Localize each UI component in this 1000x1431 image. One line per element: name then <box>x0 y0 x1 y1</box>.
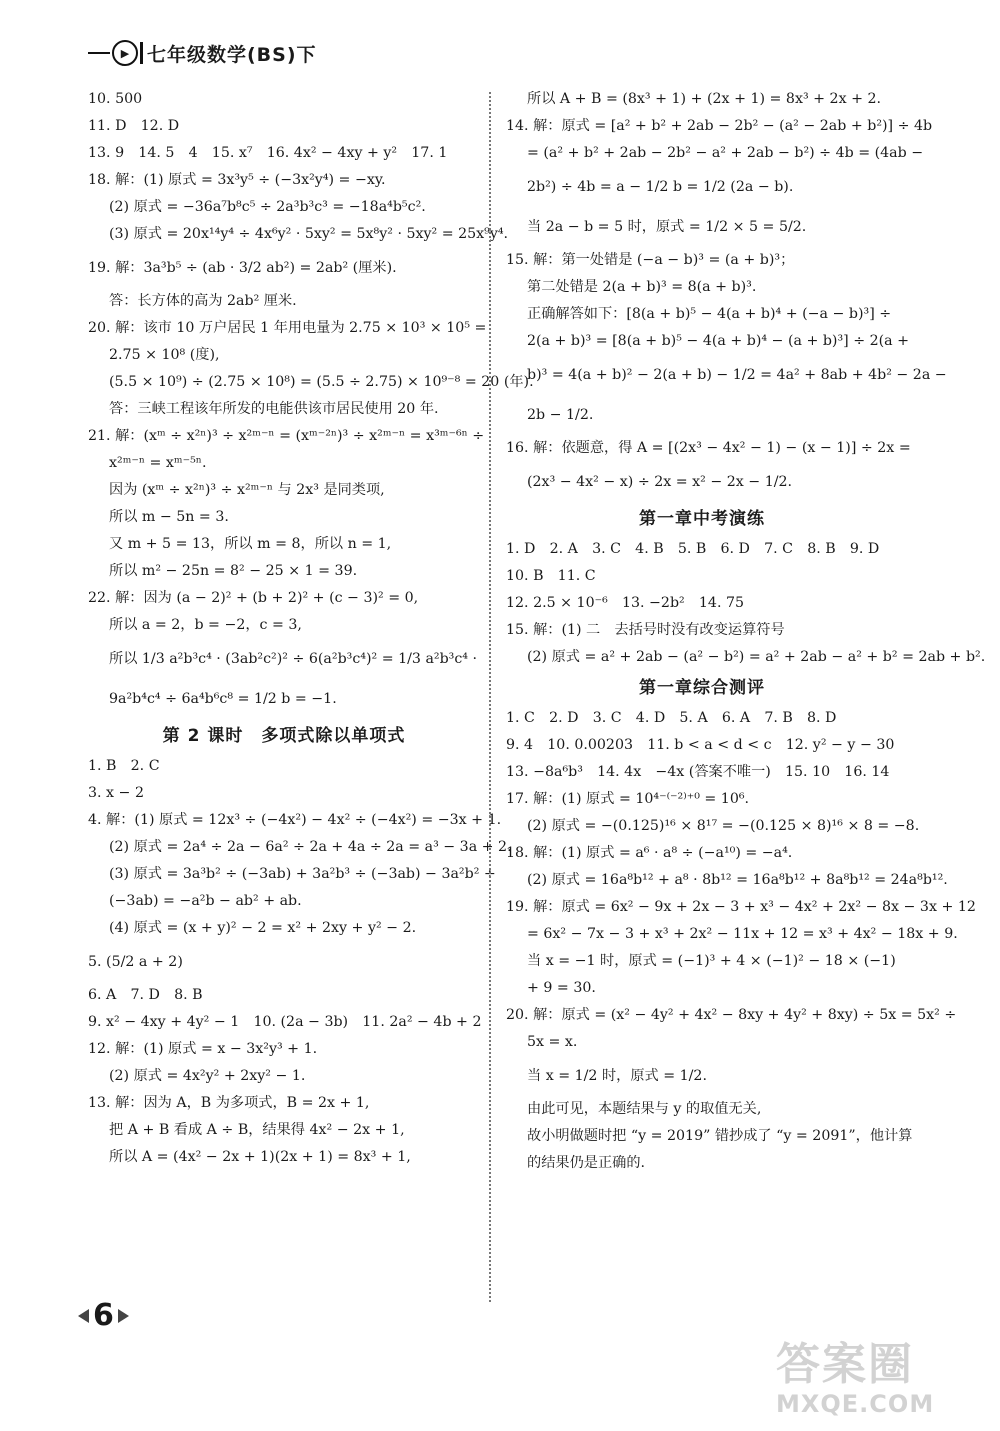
answer-line: 当 2a − b = 5 时，原式 = 1/2 × 5 = 5/2. <box>527 219 807 235</box>
answer-line: 22. 解：因为 (a − 2)² + (b + 2)² + (c − 3)² = 0, <box>88 590 419 606</box>
answer-line: 16. 解：依题意，得 A = [(2x³ − 4x² − 1) − (x − 1)] ÷ 2x = <box>506 440 911 456</box>
answer-line: 当 x = −1 时，原式 = (−1)³ + 4 × (−1)² − 18 × (−1) <box>527 953 896 969</box>
watermark <box>776 1340 934 1418</box>
answer-line: 5. (5/2 a + 2) <box>88 954 183 970</box>
answer-line: 11. D 12. D <box>88 118 180 134</box>
answer-line: 13. −8a⁶b³ 14. 4x −4x (答案不唯一) 15. 10 16. 14 <box>506 764 890 780</box>
answer-line: 15. 解：(1) 二 去括号时没有改变运算符号 <box>506 622 785 638</box>
answer-line: (2) 原式 = a² + 2ab − (a² − b²) = a² + 2ab − a² + b² = 2ab + b². <box>527 649 986 665</box>
answer-line: 9. x² − 4xy + 4y² − 1 10. (2a − 3b) 11. 2a² − 4b + 2 <box>88 1014 482 1030</box>
answer-line: (2) 原式 = 16a⁸b¹² + a⁸ · 8b¹² = 16a⁸b¹² + 8a⁸b¹² = 24a⁸b¹². <box>527 872 948 888</box>
answer-line: 当 x = 1/2 时，原式 = 1/2. <box>527 1068 707 1084</box>
arrow-logo-icon: ▶ <box>112 40 138 66</box>
answer-line: (−3ab) = −a²b − ab² + ab. <box>109 893 302 909</box>
answer-line: 20. 解：原式 = (x² − 4y² + 4x² − 8xy + 4y² + 8xy) ÷ 5x = 5x² ÷ <box>506 1007 957 1023</box>
answer-line: 第二处错是 2(a + b)³ = 8(a + b)³. <box>527 279 757 295</box>
answer-line: 17. 解：(1) 原式 = 10⁴⁻⁽⁻²⁾⁺⁰ = 10⁶. <box>506 791 750 807</box>
answer-line: 10. 500 <box>88 91 143 107</box>
answer-line: 10. B 11. C <box>506 568 596 584</box>
answer-line: 2(a + b)³ = [8(a + b)⁵ − 4(a + b)⁴ − (a + b)³] ÷ 2(a + <box>527 333 910 349</box>
column-divider <box>489 92 491 1302</box>
triangle-right-icon <box>118 1309 129 1323</box>
answer-line: 9a²b⁴c⁴ ÷ 6a⁴b⁶c⁸ = 1/2 b = −1. <box>109 691 337 707</box>
page-number: 6 <box>93 1298 114 1333</box>
answer-line: (5.5 × 10⁹) ÷ (2.75 × 10⁸) = (5.5 ÷ 2.75) × 10⁹⁻⁸ = 20 (年). <box>109 374 534 390</box>
answer-line: 18. 解：(1) 原式 = a⁶ · a⁸ ÷ (−a¹⁰) = −a⁴. <box>506 845 793 861</box>
answer-line: (2) 原式 = 4x²y² + 2xy² − 1. <box>109 1068 306 1084</box>
answer-line: x²ᵐ⁻ⁿ = xᵐ⁻⁵ⁿ. <box>109 455 207 471</box>
triangle-left-icon <box>78 1309 89 1323</box>
answer-line: 所以 a = 2，b = −2，c = 3, <box>109 617 302 633</box>
answer-line: 6. A 7. D 8. B <box>88 987 203 1003</box>
answer-line: = 6x² − 7x − 3 + x³ + 2x² − 11x + 12 = x³ + 4x² − 18x + 9. <box>527 926 958 942</box>
answer-line: + 9 = 30. <box>527 980 596 996</box>
answer-line: 的结果仍是正确的. <box>527 1155 646 1171</box>
answer-line: (2) 原式 = 2a⁴ ÷ 2a − 6a² ÷ 2a + 4a ÷ 2a = a³ − 3a + 2. <box>109 839 512 855</box>
answer-line: 1. D 2. A 3. C 4. B 5. B 6. D 7. C 8. B 9. D <box>506 541 880 557</box>
answer-line: 正确解答如下：[8(a + b)⁵ − 4(a + b)⁴ + (−a − b)³] ÷ <box>527 306 892 322</box>
page-footer <box>78 1298 129 1333</box>
answer-line: 19. 解：原式 = 6x² − 9x + 2x − 3 + x³ − 4x² + 2x² − 8x − 3x + 12 <box>506 899 976 915</box>
answer-line: 5x = x. <box>527 1034 578 1050</box>
answer-line: b)³ = 4(a + b)² − 2(a + b) − 1/2 = 4a² + 8ab + 4b² − 2a − <box>527 367 947 383</box>
header-rule <box>88 52 110 54</box>
answer-line: 由此可见，本题结果与 y 的取值无关, <box>527 1101 762 1117</box>
answer-line: 答：三峡工程该年所发的电能供该市居民使用 20 年. <box>109 401 439 417</box>
answer-line: (2) 原式 = −36a⁷b⁸c⁵ ÷ 2a³b³c³ = −18a⁴b⁵c². <box>109 199 426 215</box>
answer-line: 1. C 2. D 3. C 4. D 5. A 6. A 7. B 8. D <box>506 710 837 726</box>
answer-line: 2b − 1/2. <box>527 407 594 423</box>
answer-line: (4) 原式 = (x + y)² − 2 = x² + 2xy + y² − 2. <box>109 920 417 936</box>
answer-line: (3) 原式 = 3a³b² ÷ (−3ab) + 3a²b³ ÷ (−3ab) − 3a²b² ÷ <box>109 866 496 882</box>
answer-line: 所以 A = (4x² − 2x + 1)(2x + 1) = 8x³ + 1, <box>109 1149 411 1165</box>
watermark-url: MXQE.COM <box>776 1390 935 1418</box>
answer-line: (3) 原式 = 20x¹⁴y⁴ ÷ 4x⁶y² · 5xy² = 5x⁸y² · 5xy² = 25x⁹y⁴. <box>109 226 509 242</box>
page-header <box>88 36 317 70</box>
section-title: 第 2 课时 多项式除以单项式 <box>162 726 406 746</box>
answer-line: (2x³ − 4x² − x) ÷ 2x = x² − 2x − 1/2. <box>527 474 793 490</box>
header-bar <box>140 42 143 64</box>
answer-line: 13. 9 14. 5 4 15. x⁷ 16. 4x² − 4xy + y² 17. 1 <box>88 145 448 161</box>
answer-line: 13. 解：因为 A，B 为多项式，B = 2x + 1, <box>88 1095 370 1111</box>
answer-line: 21. 解：(xᵐ ÷ x²ⁿ)³ ÷ x²ᵐ⁻ⁿ = (xᵐ⁻²ⁿ)³ ÷ x²ᵐ⁻ⁿ = x³ᵐ⁻⁶ⁿ ÷ <box>88 428 485 444</box>
answer-line: 15. 解：第一处错是 (−a − b)³ = (a + b)³； <box>506 252 795 268</box>
book-title: 七年级数学(BS)下 <box>147 43 317 66</box>
answer-line: 3. x − 2 <box>88 785 144 801</box>
answer-line: 所以 1/3 a²b³c⁴ · (3ab²c²)² ÷ 6(a²b³c⁴)² = 1/3 a²b³c⁴ · <box>109 651 478 667</box>
section-title: 第一章综合测评 <box>639 678 765 698</box>
answer-line: 14. 解：原式 = [a² + b² + 2ab − 2b² − (a² − 2ab + b²)] ÷ 4b <box>506 118 933 134</box>
right-column <box>506 86 986 1177</box>
answer-line: 2.75 × 10⁸ (度), <box>109 347 220 363</box>
answer-line: = (a² + b² + 2ab − 2b² − a² + 2ab − b²) ÷ 4b = (4ab − <box>527 145 924 161</box>
answer-line: 4. 解：(1) 原式 = 12x³ ÷ (−4x²) − 4x² ÷ (−4x²) = −3x + 1. <box>88 812 502 828</box>
answer-line: 把 A + B 看成 A ÷ B，结果得 4x² − 2x + 1, <box>109 1122 405 1138</box>
answer-line: 答：长方体的高为 2ab² 厘米. <box>109 293 297 309</box>
answer-line: (2) 原式 = −(0.125)¹⁶ × 8¹⁷ = −(0.125 × 8)¹⁶ × 8 = −8. <box>527 818 920 834</box>
answer-line: 因为 (xᵐ ÷ x²ⁿ)³ ÷ x²ᵐ⁻ⁿ 与 2x³ 是同类项, <box>109 482 385 498</box>
answer-line: 又 m + 5 = 13，所以 m = 8，所以 n = 1, <box>109 536 392 552</box>
answer-line: 19. 解：3a³b⁵ ÷ (ab · 3/2 ab²) = 2ab² (厘米). <box>88 260 397 276</box>
answer-line: 1. B 2. C <box>88 758 160 774</box>
watermark-logo-text: 答案圈 <box>776 1339 914 1390</box>
answer-line: 12. 2.5 × 10⁻⁶ 13. −2b² 14. 75 <box>506 595 745 611</box>
answer-line: 9. 4 10. 0.00203 11. b < a < d < c 12. y² − y − 30 <box>506 737 895 753</box>
answer-line: 18. 解：(1) 原式 = 3x³y⁵ ÷ (−3x²y⁴) = −xy. <box>88 172 386 188</box>
answer-line: 2b²) ÷ 4b = a − 1/2 b = 1/2 (2a − b). <box>527 179 794 195</box>
answer-line: 所以 A + B = (8x³ + 1) + (2x + 1) = 8x³ + 2x + 2. <box>527 91 882 107</box>
answer-line: 所以 m² − 25n = 8² − 25 × 1 = 39. <box>109 563 358 579</box>
answer-line: 所以 m − 5n = 3. <box>109 509 229 525</box>
answer-line: 故小明做题时把 “y = 2019” 错抄成了 “y = 2091”，他计算 <box>527 1128 913 1144</box>
section-title: 第一章中考演练 <box>639 509 765 529</box>
answer-line: 12. 解：(1) 原式 = x − 3x²y³ + 1. <box>88 1041 318 1057</box>
left-column <box>88 86 534 1171</box>
answer-line: 20. 解：该市 10 万户居民 1 年用电量为 2.75 × 10³ × 10⁵ = <box>88 320 487 336</box>
